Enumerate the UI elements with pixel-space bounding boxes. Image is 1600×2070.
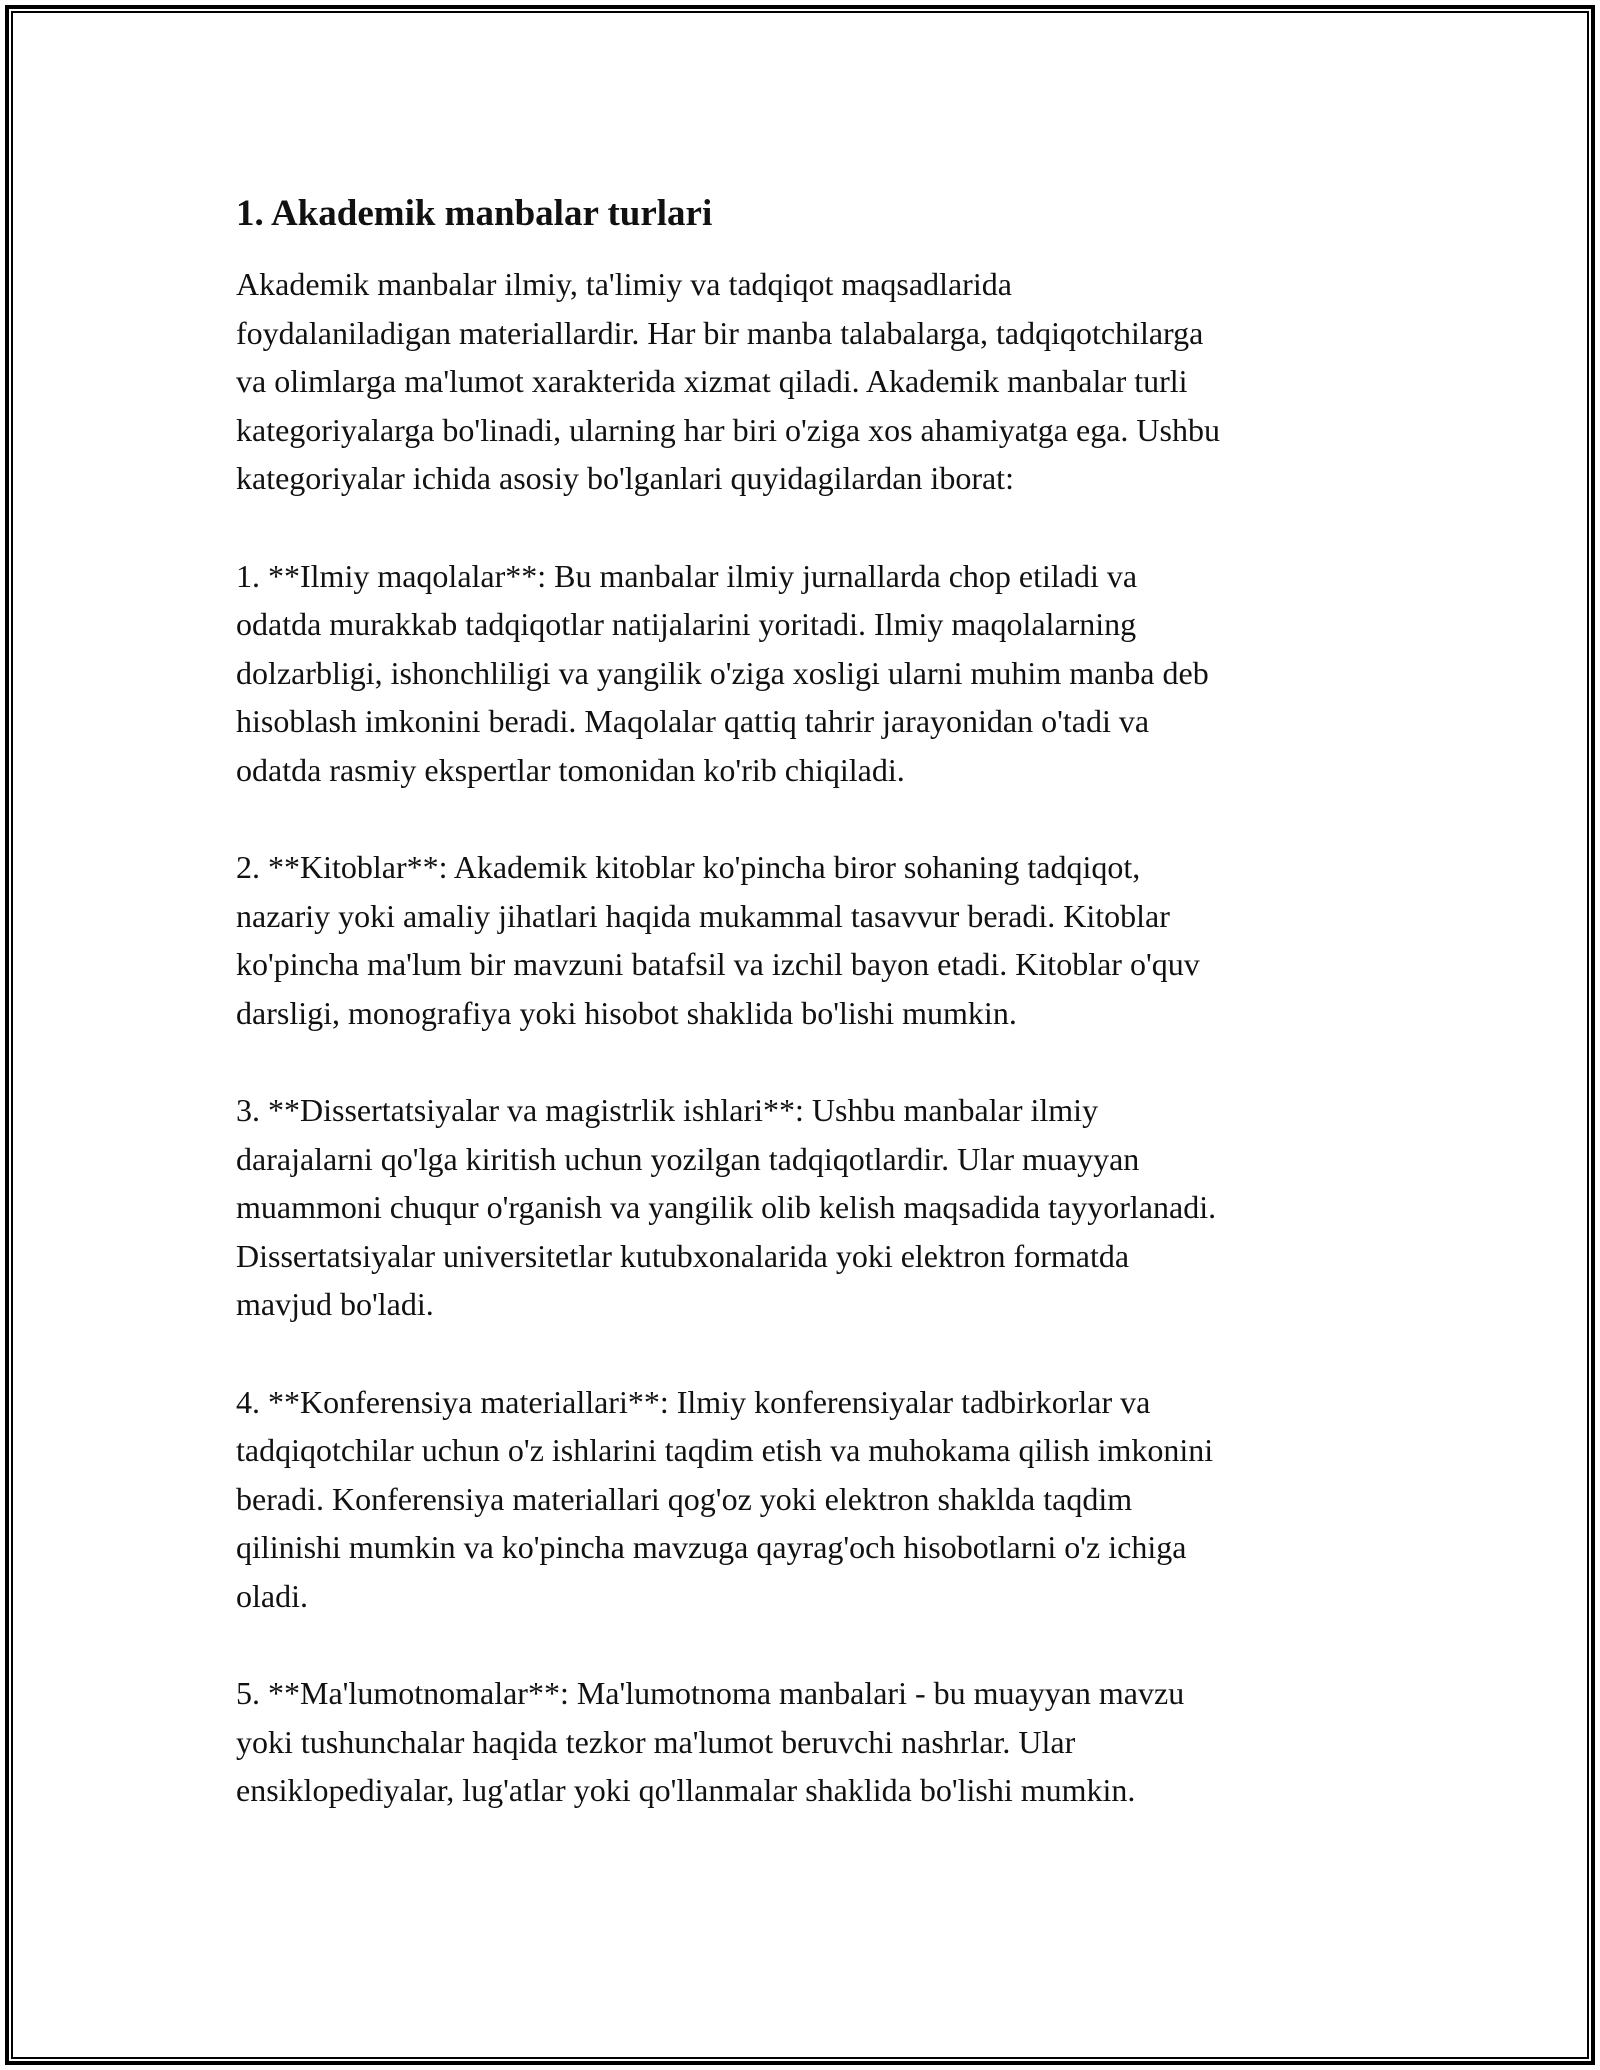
list-item-konferensiya-materiallari: 4. **Konferensiya materiallari**: Ilmiy konferensiyalar tadbirkorlar va tadqiqotchilar uchun o'z ishlarini taqdim etish va muhokama qilish imkonini beradi. Konferensiya materiallari qog'oz yoki elektron shaklda taqdim qilinishi mumkin va ko'pincha mavzuga qayrag'och hisobotlarni o'z ichiga oladi. — [236, 1383, 1214, 1614]
intro-paragraph: Akademik manbalar ilmiy, ta'limiy va tadqiqot maqsadlarida foydalaniladigan materiallardir. Har bir manba talabalarga, tadqiqotchilarga va olimlarga ma'lumot xarakterida xizmat qiladi. Akademik manbalar turli kategoriyalarga bo'linadi, ularning har biri o'ziga xos ahamiyatga ega. Ushbu kategoriyalar ichida asosiy bo'lganlari quyidagilardan iborat: — [236, 266, 1220, 496]
section-heading: 1. Akademik manbalar turlari — [236, 193, 713, 234]
list-item-kitoblar: 2. **Kitoblar**: Akademik kitoblar ko'pincha biror sohaning tadqiqot, nazariy yoki amaliy jihatlari haqida mukammal tasavvur beradi. Kitoblar ko'pincha ma'lum bir mavzuni batafsil va izchil bayon etadi. Kitoblar o'quv darsligi, monografiya yoki hisobot shaklida bo'lishi mumkin. — [236, 849, 1200, 1031]
list-item-malumotnomalar: 5. **Ma'lumotnomalar**: Ma'lumotnoma manbalari - bu muayyan mavzu yoki tushunchalar haqida tezkor ma'lumot beruvchi nashrlar. Ular ensiklopediyalar, lug'atlar yoki qo'llanmalar shaklida bo'lishi mumkin. — [236, 1675, 1185, 1808]
list-item-ilmiy-maqolalar: 1. **Ilmiy maqolalar**: Bu manbalar ilmiy jurnallarda chop etiladi va odatda murakkab tadqiqotlar natijalarini yoritadi. Ilmiy maqolalarning dolzarbligi, ishonchliligi va yangilik o'ziga xosligi ularni muhim manba deb hisoblash imkonini beradi. Maqolalar qattiq tahrir jarayonidan o'tadi va odatda rasmiy ekspertlar tomonidan ko'rib chiqiladi. — [236, 557, 1209, 788]
document-body — [236, 188, 1376, 1864]
list-item-dissertatsiyalar: 3. **Dissertatsiyalar va magistrlik ishlari**: Ushbu manbalar ilmiy darajalarni qo'lga kiritish uchun yozilgan tadqiqotlardir. Ular muayyan muammoni chuqur o'rganish va yangilik olib kelish maqsadida tayyorlanadi. Dissertatsiyalar universitetlar kutubxonalarida yoki elektron formatda mavjud bo'ladi. — [236, 1092, 1217, 1322]
